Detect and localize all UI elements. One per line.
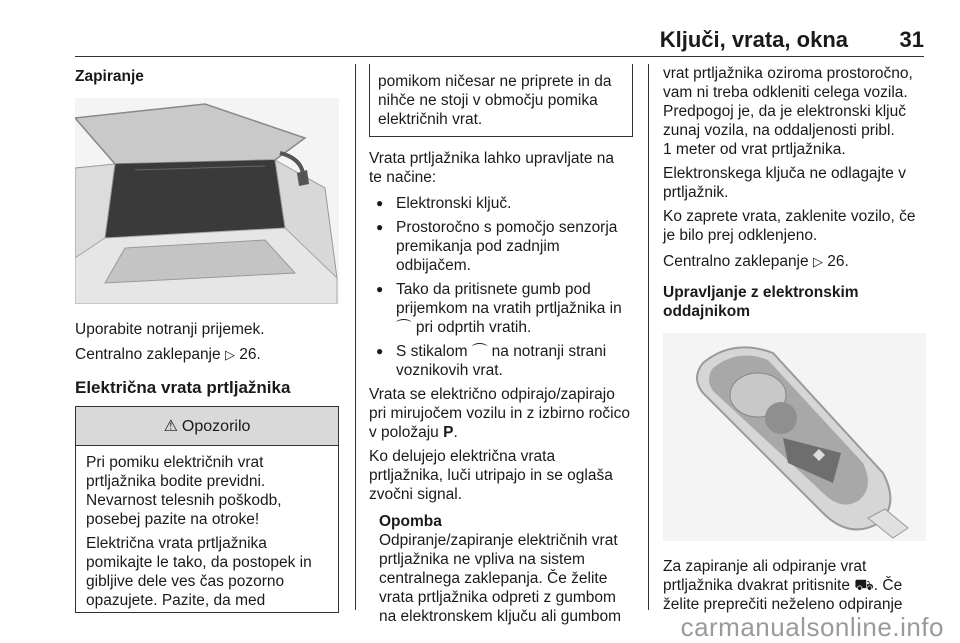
text-line: zvočni signal.: [369, 486, 463, 503]
text-line: vam ni treba odkleniti celega vozila.: [663, 84, 908, 101]
text-line: voznikovih vrat.: [396, 362, 503, 379]
warning-body: [76, 446, 338, 610]
tailgate-image: [75, 98, 339, 304]
text-line: vrat prtljažnika oziroma prostoročno,: [663, 65, 913, 82]
warning-line: Nevarnost telesnih poškodb,: [86, 492, 282, 509]
text-line: zunaj vozila, na oddaljenosti pribl.: [663, 122, 895, 139]
warning-line: pomikajte le tako, da postopek in: [86, 554, 312, 571]
tailgate-button-icon: ⛟: [854, 577, 874, 594]
warning-line: nihče ne stoji v območju pomika: [378, 92, 598, 109]
text-line: oddajnikom: [663, 303, 750, 320]
header-rule: [75, 56, 924, 57]
text-line: Ko delujejo električna vrata: [369, 448, 556, 465]
text-line: Ko zaprete vrata, zaklenite vozilo, če: [663, 208, 916, 225]
text-line: ● Prostoročno s pomočjo senzorja: [396, 219, 618, 236]
text-line: želite preprečiti neželeno odpiranje: [663, 596, 903, 613]
paragraph-lock-after: [663, 207, 928, 245]
column-2: [369, 64, 633, 626]
warning-line: posebej pazite na otroke!: [86, 511, 260, 528]
page-ref-link[interactable]: 26.: [239, 346, 261, 363]
text-line: ● S stikalom ⌒ na notranji strani: [396, 343, 607, 360]
gear-position: P: [443, 424, 454, 441]
text-line: premikanja pod zadnjim: [396, 238, 560, 255]
page-number: 31: [899, 27, 924, 52]
arrow-ref-icon[interactable]: ▷: [224, 347, 235, 362]
paragraph-inner-handle: Uporabite notranji prijemek.: [75, 321, 265, 338]
text-line: prtljažnik.: [663, 184, 729, 201]
text-line: Odpiranje/zapiranje električnih vrat: [379, 532, 618, 549]
text-line: odbijačem.: [396, 257, 471, 274]
tailgate-switch-icon: ⌒: [471, 343, 488, 360]
text-line: ● Elektronski ključ.: [396, 195, 512, 212]
watermark: carmanualsonline.info: [680, 612, 944, 642]
warning-header: [76, 407, 338, 446]
list-item: [369, 342, 633, 380]
text-line: Upravljanje z elektronskim: [663, 284, 859, 301]
page-ref-link[interactable]: 26.: [827, 253, 849, 270]
text-line: ● Tako da pritisnete gumb pod: [396, 281, 591, 298]
warning-line: električnih vrat.: [378, 111, 483, 128]
subheading-remote: [663, 283, 928, 321]
warning-line: Pri pomiku električnih vrat: [86, 454, 264, 471]
text-line: te načine:: [369, 169, 437, 186]
warning-line: prtljažnika bodite previdni.: [86, 473, 266, 490]
text-line: ⌒ pri odprtih vratih.: [396, 319, 532, 336]
text-line: prtljažnika, luči utripajo in se oglaša: [369, 467, 613, 484]
text-line: je bilo prej odklenjeno.: [663, 227, 818, 244]
text-line: v položaju P.: [369, 424, 458, 441]
page-header: [0, 0, 960, 56]
note-block: [369, 512, 633, 626]
note-title: Opomba: [379, 513, 442, 530]
paragraph-key-placement: [663, 164, 928, 202]
text-line: Elektronskega ključa ne odlagajte v: [663, 165, 906, 182]
column-divider-1: [355, 64, 356, 610]
text-line: vrata prtljažnika odpreti z gumbom: [379, 589, 616, 606]
text-line: na elektronskem ključu ali gumbom: [379, 608, 622, 625]
warning-line: gibljive dele ves čas pozorno: [86, 573, 285, 590]
text-line: Vrata se električno odpirajo/zapirajo: [369, 386, 615, 403]
key-fob-illustration: [663, 333, 926, 541]
intro-paragraph: [369, 149, 633, 187]
text-line: centralnega zaklepanja. Če želite: [379, 570, 608, 587]
text-line: prtljažnika ne vpliva na sistem: [379, 551, 585, 568]
list-item: [369, 280, 633, 337]
column-1: [75, 64, 339, 613]
warning-line: pomikom ničesar ne priprete in da: [378, 73, 612, 90]
text-line: prtljažnika dvakrat pritisnite ⛟. Če: [663, 577, 903, 594]
warning-box: [75, 406, 339, 613]
paragraph-central-locking-ref: Centralno zaklepanje ▷ 26.: [663, 253, 849, 270]
warning-line: Električna vrata prtljažnika: [86, 535, 267, 552]
text-line: Za zapiranje ali odpiranje vrat: [663, 558, 867, 575]
paragraph-signal: [369, 447, 633, 504]
column-divider-2: [648, 64, 649, 610]
text-line: 1 meter od vrat prtljažnika.: [663, 141, 846, 158]
paragraph-double-press: [663, 557, 928, 614]
section-title-power-tailgate: Električna vrata prtljažnika: [75, 378, 291, 397]
warning-line: opazujete. Pazite, da med: [86, 592, 266, 609]
paragraph-operation: [369, 385, 633, 442]
warning-title: Opozorilo: [181, 417, 251, 435]
paragraph-central-locking-ref: Centralno zaklepanje ▷ 26.: [75, 346, 261, 363]
warning-box-continued: [369, 64, 633, 137]
text-line: Vrata prtljažnika lahko upravljate na: [369, 150, 614, 167]
key-fob-image: [663, 333, 926, 541]
arrow-ref-icon[interactable]: ▷: [812, 254, 823, 269]
paragraph-handsfree: [663, 64, 928, 159]
text-line: Predpogoj je, da je elektronski ključ: [663, 103, 906, 120]
text-line: prijemkom na vratih prtljažnika in: [396, 300, 622, 317]
section-heading-closing: Zapiranje: [75, 68, 144, 85]
column-3: [663, 64, 928, 614]
tailgate-illustration: [75, 98, 339, 304]
chapter-title: Ključi, vrata, okna: [659, 27, 848, 52]
tailgate-symbol-icon: ⌒: [396, 319, 412, 336]
text-line: pri mirujočem vozilu in z izbirno ročico: [369, 405, 630, 422]
list-item: [369, 194, 633, 213]
warning-triangle-icon: ⚠: [163, 417, 178, 435]
list-item: [369, 218, 633, 275]
